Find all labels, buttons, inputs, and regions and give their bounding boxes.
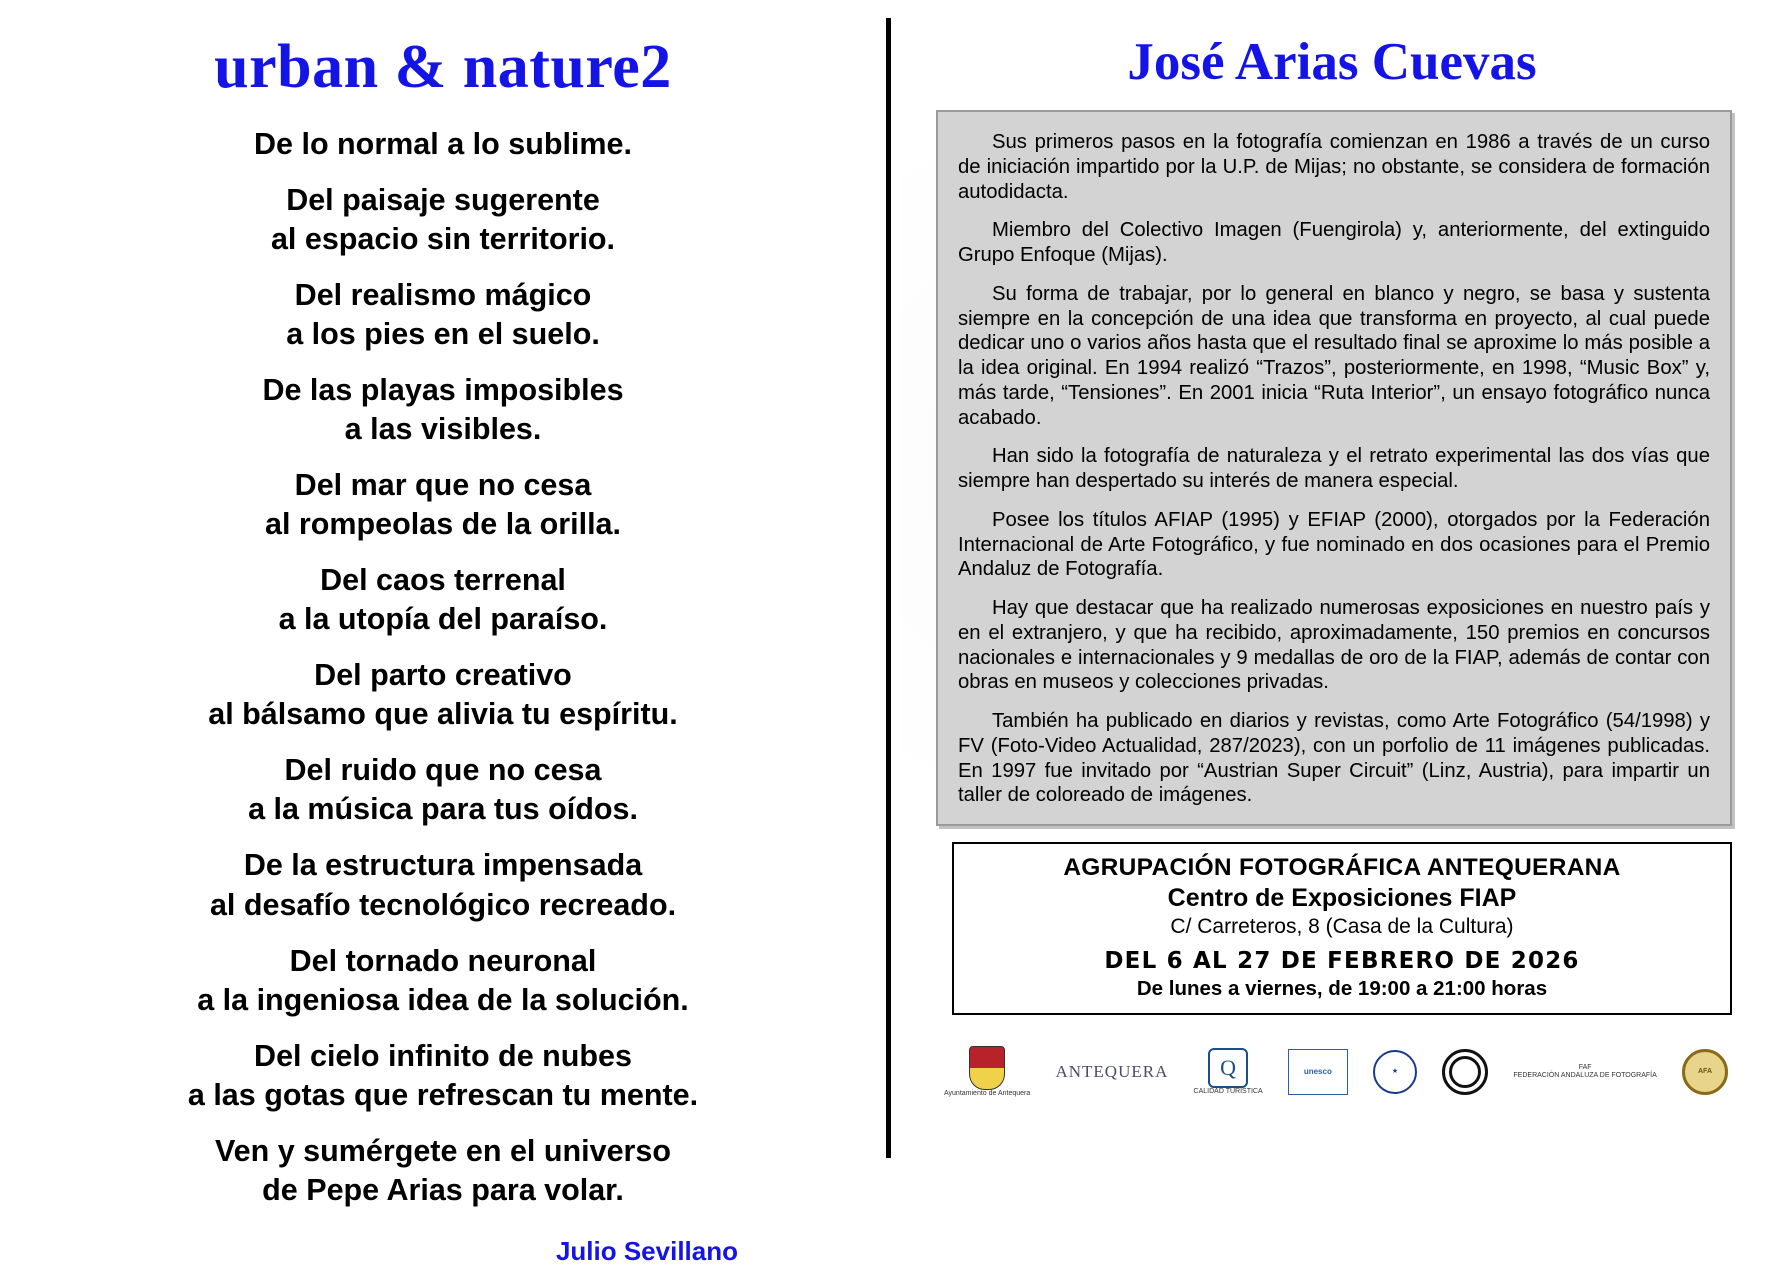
poem-line: a los pies en el suelo.: [286, 317, 600, 352]
poem-line: de Pepe Arias para volar.: [262, 1172, 624, 1207]
venue-address: C/ Carreteros, 8 (Casa de la Cultura): [1170, 915, 1514, 938]
antequera-wordmark-icon: ANTEQUERA: [1055, 1061, 1169, 1081]
unesco-label: unesco: [1303, 1066, 1332, 1076]
poem-stanza: [40, 656, 846, 734]
afa-logo: [1682, 1049, 1728, 1095]
q-quality-icon: Q: [1208, 1048, 1248, 1088]
poem-stanza: [40, 561, 846, 639]
poem-stanza: [40, 1132, 846, 1210]
author-name: José Arias Cuevas: [1127, 33, 1537, 91]
logo-caption: Ayuntamiento de Antequera: [944, 1090, 1031, 1098]
institutional-seal-logo: [1373, 1050, 1417, 1094]
venue-center: Centro de Exposiciones FIAP: [1167, 884, 1517, 912]
poem-panel: [0, 0, 886, 1266]
shield-icon: [969, 1046, 1005, 1090]
poem-line: al desafío tecnológico recreado.: [209, 887, 677, 922]
venue-hours: De lunes a viernes, de 19:00 a 21:00 horas: [1136, 977, 1548, 1000]
afa-label: AFA: [1682, 1049, 1728, 1095]
poem-line: al bálsamo que alivia tu espíritu.: [208, 697, 678, 732]
poem-line: Del cielo infinito de nubes: [254, 1038, 632, 1073]
sponsor-logos: [944, 1033, 1728, 1111]
faf-icon: FAF: [1578, 1064, 1592, 1072]
poem-line: a la música para tus oídos.: [248, 792, 638, 827]
logo-caption: CALIDAD TURÍSTICA: [1193, 1088, 1263, 1096]
ayuntamiento-antequera-logo: [944, 1046, 1030, 1098]
calidad-turistica-logo: [1194, 1048, 1263, 1096]
poem-stanza: [40, 466, 846, 544]
poem-line: Del realismo mágico: [294, 278, 592, 313]
poem-line: Ven y sumérgete en el universo: [215, 1133, 671, 1168]
poem-line: a las gotas que refrescan tu mente.: [187, 1077, 699, 1112]
bio-paragraph: Posee los títulos AFIAP (1995) y EFIAP (2000), otorgados por la Federación Internacional de Arte Fotográfico, y fue nominado en dos ocasiones para el Premio Andaluz de Fotografía.: [958, 508, 1710, 581]
poem-line: Del tornado neuronal: [289, 943, 597, 978]
faf-logo: [1513, 1064, 1656, 1079]
poem-stanza: [40, 846, 846, 924]
photography-circle-logo: [1442, 1049, 1488, 1095]
bio-paragraph: Su forma de trabajar, por lo general en blanco y negro, se basa y sustenta siempre en la concepción de una idea que transforma en proyecto, al cual puede dedicar uno o varios años hasta que el resultado final se aproxime lo más posible a la idea original. En 1994 realizó “Trazos”, posteriormente, en 1998, “Music Box” y, más tarde, “Tensiones”. En 2001 inicia “Ruta Interior”, un ensayo fotográfico nunca acabado.: [958, 282, 1710, 429]
poem-stanza: [40, 276, 846, 354]
poem-line: a la ingeniosa idea de la solución.: [197, 982, 689, 1017]
bio-paragraph: Hay que destacar que ha realizado numerosas exposiciones en nuestro país y en el extranjero, y que ha recibido, aproximadamente, 150 premios en concursos nacionales e internacionales y 9 medallas de oro de la FIAP, además de contar con obras en museos y colecciones privadas.: [958, 597, 1710, 694]
poem-stanza: [40, 371, 846, 449]
poem-line: Del parto creativo: [314, 658, 572, 693]
venue-box: [952, 842, 1732, 1015]
poem-line: Del caos terrenal: [320, 563, 566, 598]
bio-paragraph: Sus primeros pasos en la fotografía comienzan en 1986 a través de un curso de iniciación impartido por la U.P. de Mijas; no obstante, se considera de formación autodidacta.: [958, 131, 1710, 203]
unesco-logo: [1288, 1049, 1348, 1095]
camera-circle-icon: [1442, 1049, 1488, 1095]
poem-stanza: [40, 942, 846, 1020]
bio-paragraph: Miembro del Colectivo Imagen (Fuengirola) y, anteriormente, del extinguido Grupo Enfoque (Mijas).: [958, 219, 1710, 266]
poem-line: Del paisaje sugerente: [286, 183, 600, 218]
unesco-icon: [1288, 1049, 1348, 1095]
poem-line: a la utopía del paraíso.: [278, 602, 608, 637]
poem-stanza: [40, 1037, 846, 1115]
poem-line: Del mar que no cesa: [294, 468, 592, 503]
poem-stanza: [40, 751, 846, 829]
poem-line: De la estructura impensada: [243, 848, 643, 883]
biography-box: [936, 110, 1732, 826]
poem-body: [40, 125, 846, 1210]
poem-line: a las visibles.: [344, 412, 542, 447]
bio-paragraph: Han sido la fotografía de naturaleza y el retrato experimental las dos vías que siempre han despertado su interés de manera especial.: [958, 445, 1710, 492]
poem-signature: Julio Sevillano: [555, 1235, 738, 1266]
venue-organization: AGRUPACIÓN FOTOGRÁFICA ANTEQUERANA: [1063, 854, 1621, 881]
antequera-logo: [1055, 1063, 1168, 1082]
author-panel: [886, 0, 1772, 1181]
poem-line: Del ruido que no cesa: [284, 753, 602, 788]
afa-icon: [1682, 1049, 1728, 1095]
poem-title: urban & nature2: [214, 33, 672, 101]
poem-line: De las playas imposibles: [262, 373, 624, 408]
poem-stanza: [40, 181, 846, 259]
bio-paragraph: También ha publicado en diarios y revistas, como Arte Fotográfico (54/1998) y FV (Foto-Video Actualidad, 287/2023), con un porfolio de 11 imágenes publicadas. En 1997 fue invitado por “Austrian Super Circuit” (Linz, Austria), para impartir un taller de coloreado de imágenes.: [958, 710, 1710, 807]
logo-caption: FEDERACIÓN ANDALUZA DE FOTOGRAFÍA: [1513, 1072, 1657, 1079]
venue-dates: DEL 6 AL 27 DE FEBRERO DE 2026: [1104, 948, 1580, 974]
poem-stanza: [40, 125, 846, 164]
seal-icon: ★: [1373, 1050, 1417, 1094]
poem-line: al rompeolas de la orilla.: [265, 507, 621, 542]
poem-line: al espacio sin territorio.: [270, 222, 616, 257]
poem-line: De lo normal a lo sublime.: [254, 127, 632, 161]
